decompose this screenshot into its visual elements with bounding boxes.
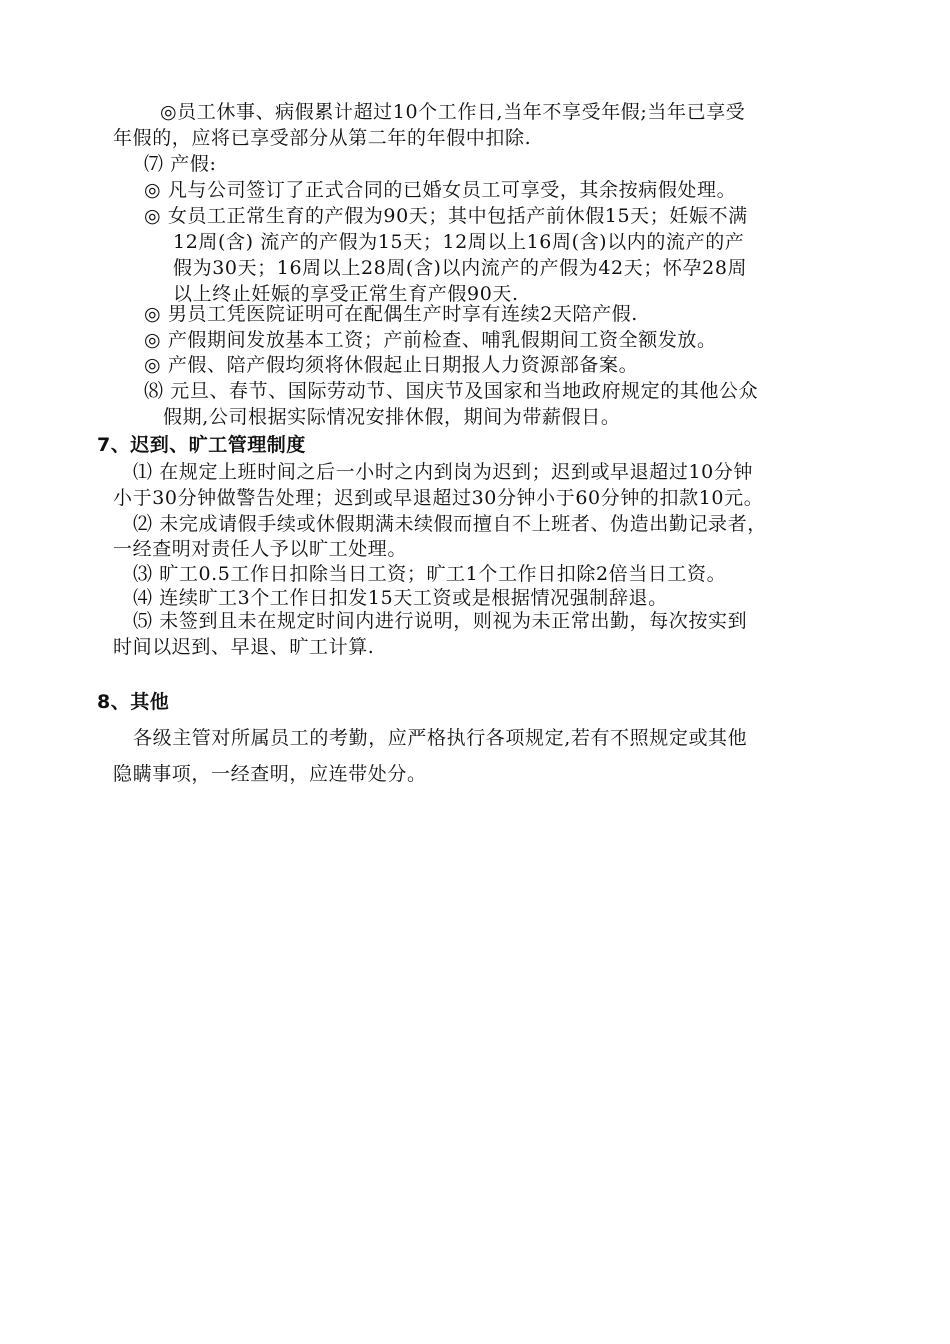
section-7-item-5-line-1: ⑸ 未签到且未在规定时间内进行说明，则视为未正常出勤，每次按实到	[133, 610, 748, 632]
section-8-paragraph-line-1: 各级主管对所属员工的考勤，应严格执行各项规定,若有不照规定或其他	[133, 727, 748, 749]
maternity-bullet-4: ◎ 产假期间发放基本工资；产前检查、哺乳假期间工资全额发放。	[144, 329, 717, 351]
section-7-item-3: ⑶ 旷工0.5工作日扣除当日工资；旷工1个工作日扣除2倍当日工资。	[133, 563, 727, 585]
holidays-line-2: 假期,公司根据实际情况安排休假，期间为带薪假日。	[163, 406, 621, 428]
section-8-heading: 8、其他	[97, 691, 170, 713]
section-7-item-1-line-1: ⑴ 在规定上班时间之后一小时之内到岗为迟到；迟到或早退超过10分钟	[133, 461, 754, 483]
holidays-line-1: ⑻ 元旦、春节、国际劳动节、国庆节及国家和当地政府规定的其他公众	[144, 380, 759, 402]
maternity-bullet-1: ◎ 凡与公司签订了正式合同的已婚女员工可享受，其余按病假处理。	[144, 179, 737, 201]
maternity-item-label: ⑺ 产假:	[144, 153, 217, 175]
section-7-item-2-line-1: ⑵ 未完成请假手续或休假期满未续假而擅自不上班者、伪造出勤记录者，	[133, 513, 767, 535]
maternity-bullet-2-line-3: 假为30天；16周以上28周(含)以内流产的产假为42天；怀孕28周	[173, 257, 748, 279]
maternity-bullet-3: ◎ 男员工凭医院证明可在配偶生产时享有连续2天陪产假.	[144, 303, 638, 325]
maternity-bullet-2-line-4: 以上终止妊娠的享受正常生育产假90天.	[173, 283, 519, 305]
section-7-item-4: ⑷ 连续旷工3个工作日扣发15天工资或是根据情况强制辞退。	[133, 587, 668, 609]
annual-leave-line-1: ◎员工休事、病假累计超过10个工作日,当年不享受年假;当年已享受	[160, 101, 746, 123]
section-7-heading: 7、迟到、旷工管理制度	[97, 434, 306, 456]
section-8-paragraph-line-2: 隐瞒事项，一经查明，应连带处分。	[113, 763, 427, 785]
maternity-bullet-2-line-1: ◎ 女员工正常生育的产假为90天；其中包括产前休假15天；妊娠不满	[144, 205, 748, 227]
section-7-item-2-line-2: 一经查明对责任人予以旷工处理。	[113, 538, 408, 560]
section-7-item-5-line-2: 时间以迟到、早退、旷工计算.	[113, 636, 375, 658]
maternity-bullet-2-line-2: 12周(含) 流产的产假为15天；12周以上16周(含)以内的流产的产	[173, 231, 745, 253]
annual-leave-line-2: 年假的，应将已享受部分从第二年的年假中扣除.	[113, 127, 532, 149]
maternity-bullet-5: ◎ 产假、陪产假均须将休假起止日期报人力资源部备案。	[144, 354, 639, 376]
section-7-item-1-line-2: 小于30分钟做警告处理；迟到或早退超过30分钟小于60分钟的扣款10元。	[113, 487, 764, 509]
